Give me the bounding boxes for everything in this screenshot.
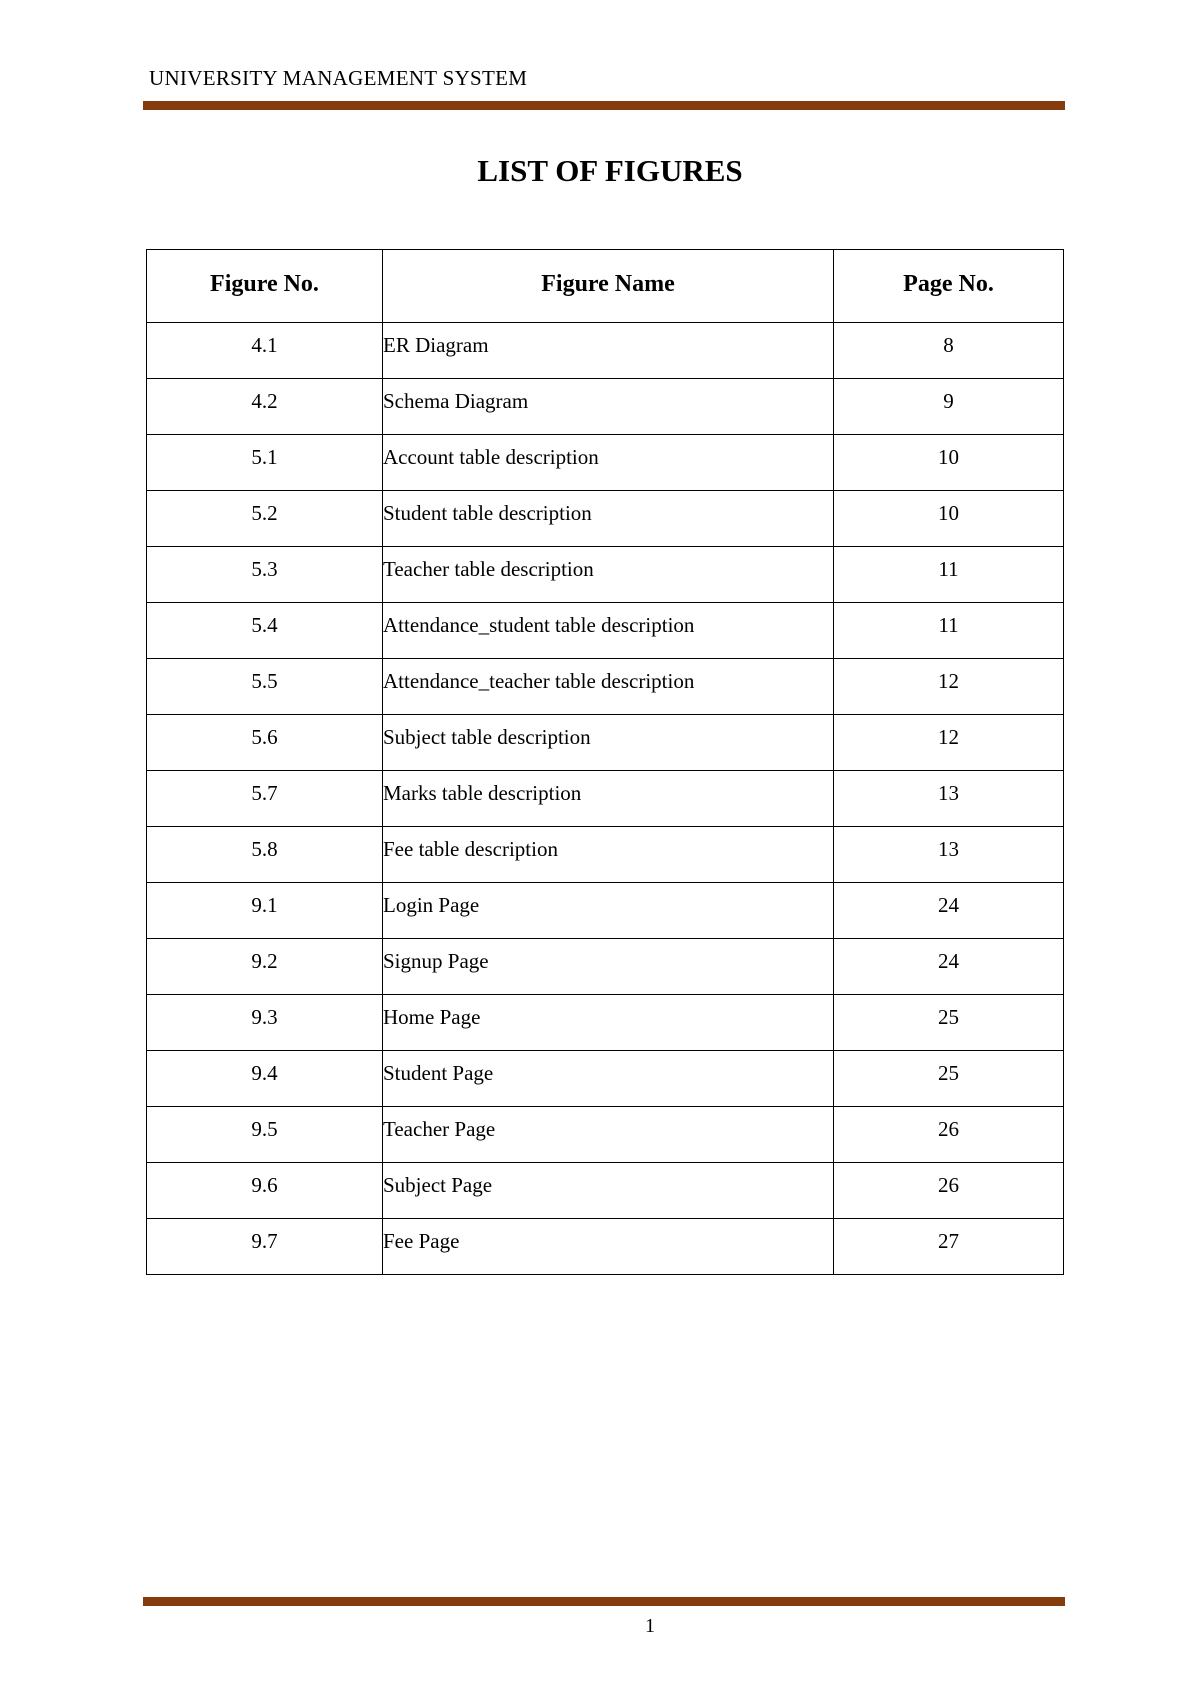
page-number-cell: 26 (834, 1107, 1064, 1163)
figure-name-cell: ER Diagram (383, 323, 834, 379)
figure-number-cell: 9.6 (147, 1163, 383, 1219)
page-number-cell: 26 (834, 1163, 1064, 1219)
figure-name-cell: Login Page (383, 883, 834, 939)
table-row (147, 1107, 1064, 1163)
figure-name-cell: Student Page (383, 1051, 834, 1107)
table-row (147, 435, 1064, 491)
page-number-cell: 11 (834, 547, 1064, 603)
table-row (147, 379, 1064, 435)
page-number-cell: 13 (834, 827, 1064, 883)
table-row (147, 659, 1064, 715)
figure-name-cell: Schema Diagram (383, 379, 834, 435)
table-row (147, 491, 1064, 547)
page-number-cell: 8 (834, 323, 1064, 379)
table-row (147, 771, 1064, 827)
page-number: 1 (645, 1615, 655, 1637)
figure-number-cell: 9.3 (147, 995, 383, 1051)
figure-name-cell: Attendance_student table description (383, 603, 834, 659)
figures-table (146, 249, 1064, 1275)
figure-name-cell: Teacher table description (383, 547, 834, 603)
figure-number-cell: 9.5 (147, 1107, 383, 1163)
running-header: UNIVERSITY MANAGEMENT SYSTEM (149, 66, 528, 90)
column-header-figure-no: Figure No. (147, 250, 383, 323)
figure-name-cell: Signup Page (383, 939, 834, 995)
table-row (147, 1163, 1064, 1219)
page-number-cell: 24 (834, 939, 1064, 995)
table-row (147, 323, 1064, 379)
table-row (147, 715, 1064, 771)
table-row (147, 547, 1064, 603)
footer-rule (143, 1597, 1065, 1606)
table-row (147, 603, 1064, 659)
figure-number-cell: 5.8 (147, 827, 383, 883)
table-row (147, 827, 1064, 883)
figure-name-cell: Attendance_teacher table description (383, 659, 834, 715)
figure-number-cell: 5.2 (147, 491, 383, 547)
figure-number-cell: 4.1 (147, 323, 383, 379)
figure-number-cell: 9.7 (147, 1219, 383, 1275)
figure-number-cell: 4.2 (147, 379, 383, 435)
figure-number-cell: 9.1 (147, 883, 383, 939)
page-number-cell: 24 (834, 883, 1064, 939)
figure-number-cell: 5.5 (147, 659, 383, 715)
figure-name-cell: Marks table description (383, 771, 834, 827)
figure-number-cell: 5.7 (147, 771, 383, 827)
figure-number-cell: 5.3 (147, 547, 383, 603)
page-number-cell: 12 (834, 715, 1064, 771)
table-row (147, 883, 1064, 939)
table-row (147, 939, 1064, 995)
page-number-cell: 12 (834, 659, 1064, 715)
column-header-figure-name: Figure Name (383, 250, 834, 323)
figure-name-cell: Teacher Page (383, 1107, 834, 1163)
figure-name-cell: Fee table description (383, 827, 834, 883)
table-row (147, 1051, 1064, 1107)
figure-number-cell: 5.6 (147, 715, 383, 771)
figure-number-cell: 9.2 (147, 939, 383, 995)
page-number-cell: 11 (834, 603, 1064, 659)
page-title: LIST OF FIGURES (477, 153, 743, 188)
page-number-cell: 27 (834, 1219, 1064, 1275)
table-row (147, 1219, 1064, 1275)
column-header-page-no: Page No. (834, 250, 1064, 323)
figure-number-cell: 9.4 (147, 1051, 383, 1107)
figure-name-cell: Student table description (383, 491, 834, 547)
page-number-cell: 9 (834, 379, 1064, 435)
figure-name-cell: Subject table description (383, 715, 834, 771)
figure-number-cell: 5.4 (147, 603, 383, 659)
figure-name-cell: Fee Page (383, 1219, 834, 1275)
table-header-row (147, 250, 1064, 323)
figure-number-cell: 5.1 (147, 435, 383, 491)
figure-name-cell: Account table description (383, 435, 834, 491)
page-number-cell: 25 (834, 995, 1064, 1051)
page-number-cell: 13 (834, 771, 1064, 827)
figure-name-cell: Subject Page (383, 1163, 834, 1219)
page-number-cell: 25 (834, 1051, 1064, 1107)
header-rule (143, 101, 1065, 110)
table-row (147, 995, 1064, 1051)
figure-name-cell: Home Page (383, 995, 834, 1051)
page-number-cell: 10 (834, 435, 1064, 491)
page-number-cell: 10 (834, 491, 1064, 547)
